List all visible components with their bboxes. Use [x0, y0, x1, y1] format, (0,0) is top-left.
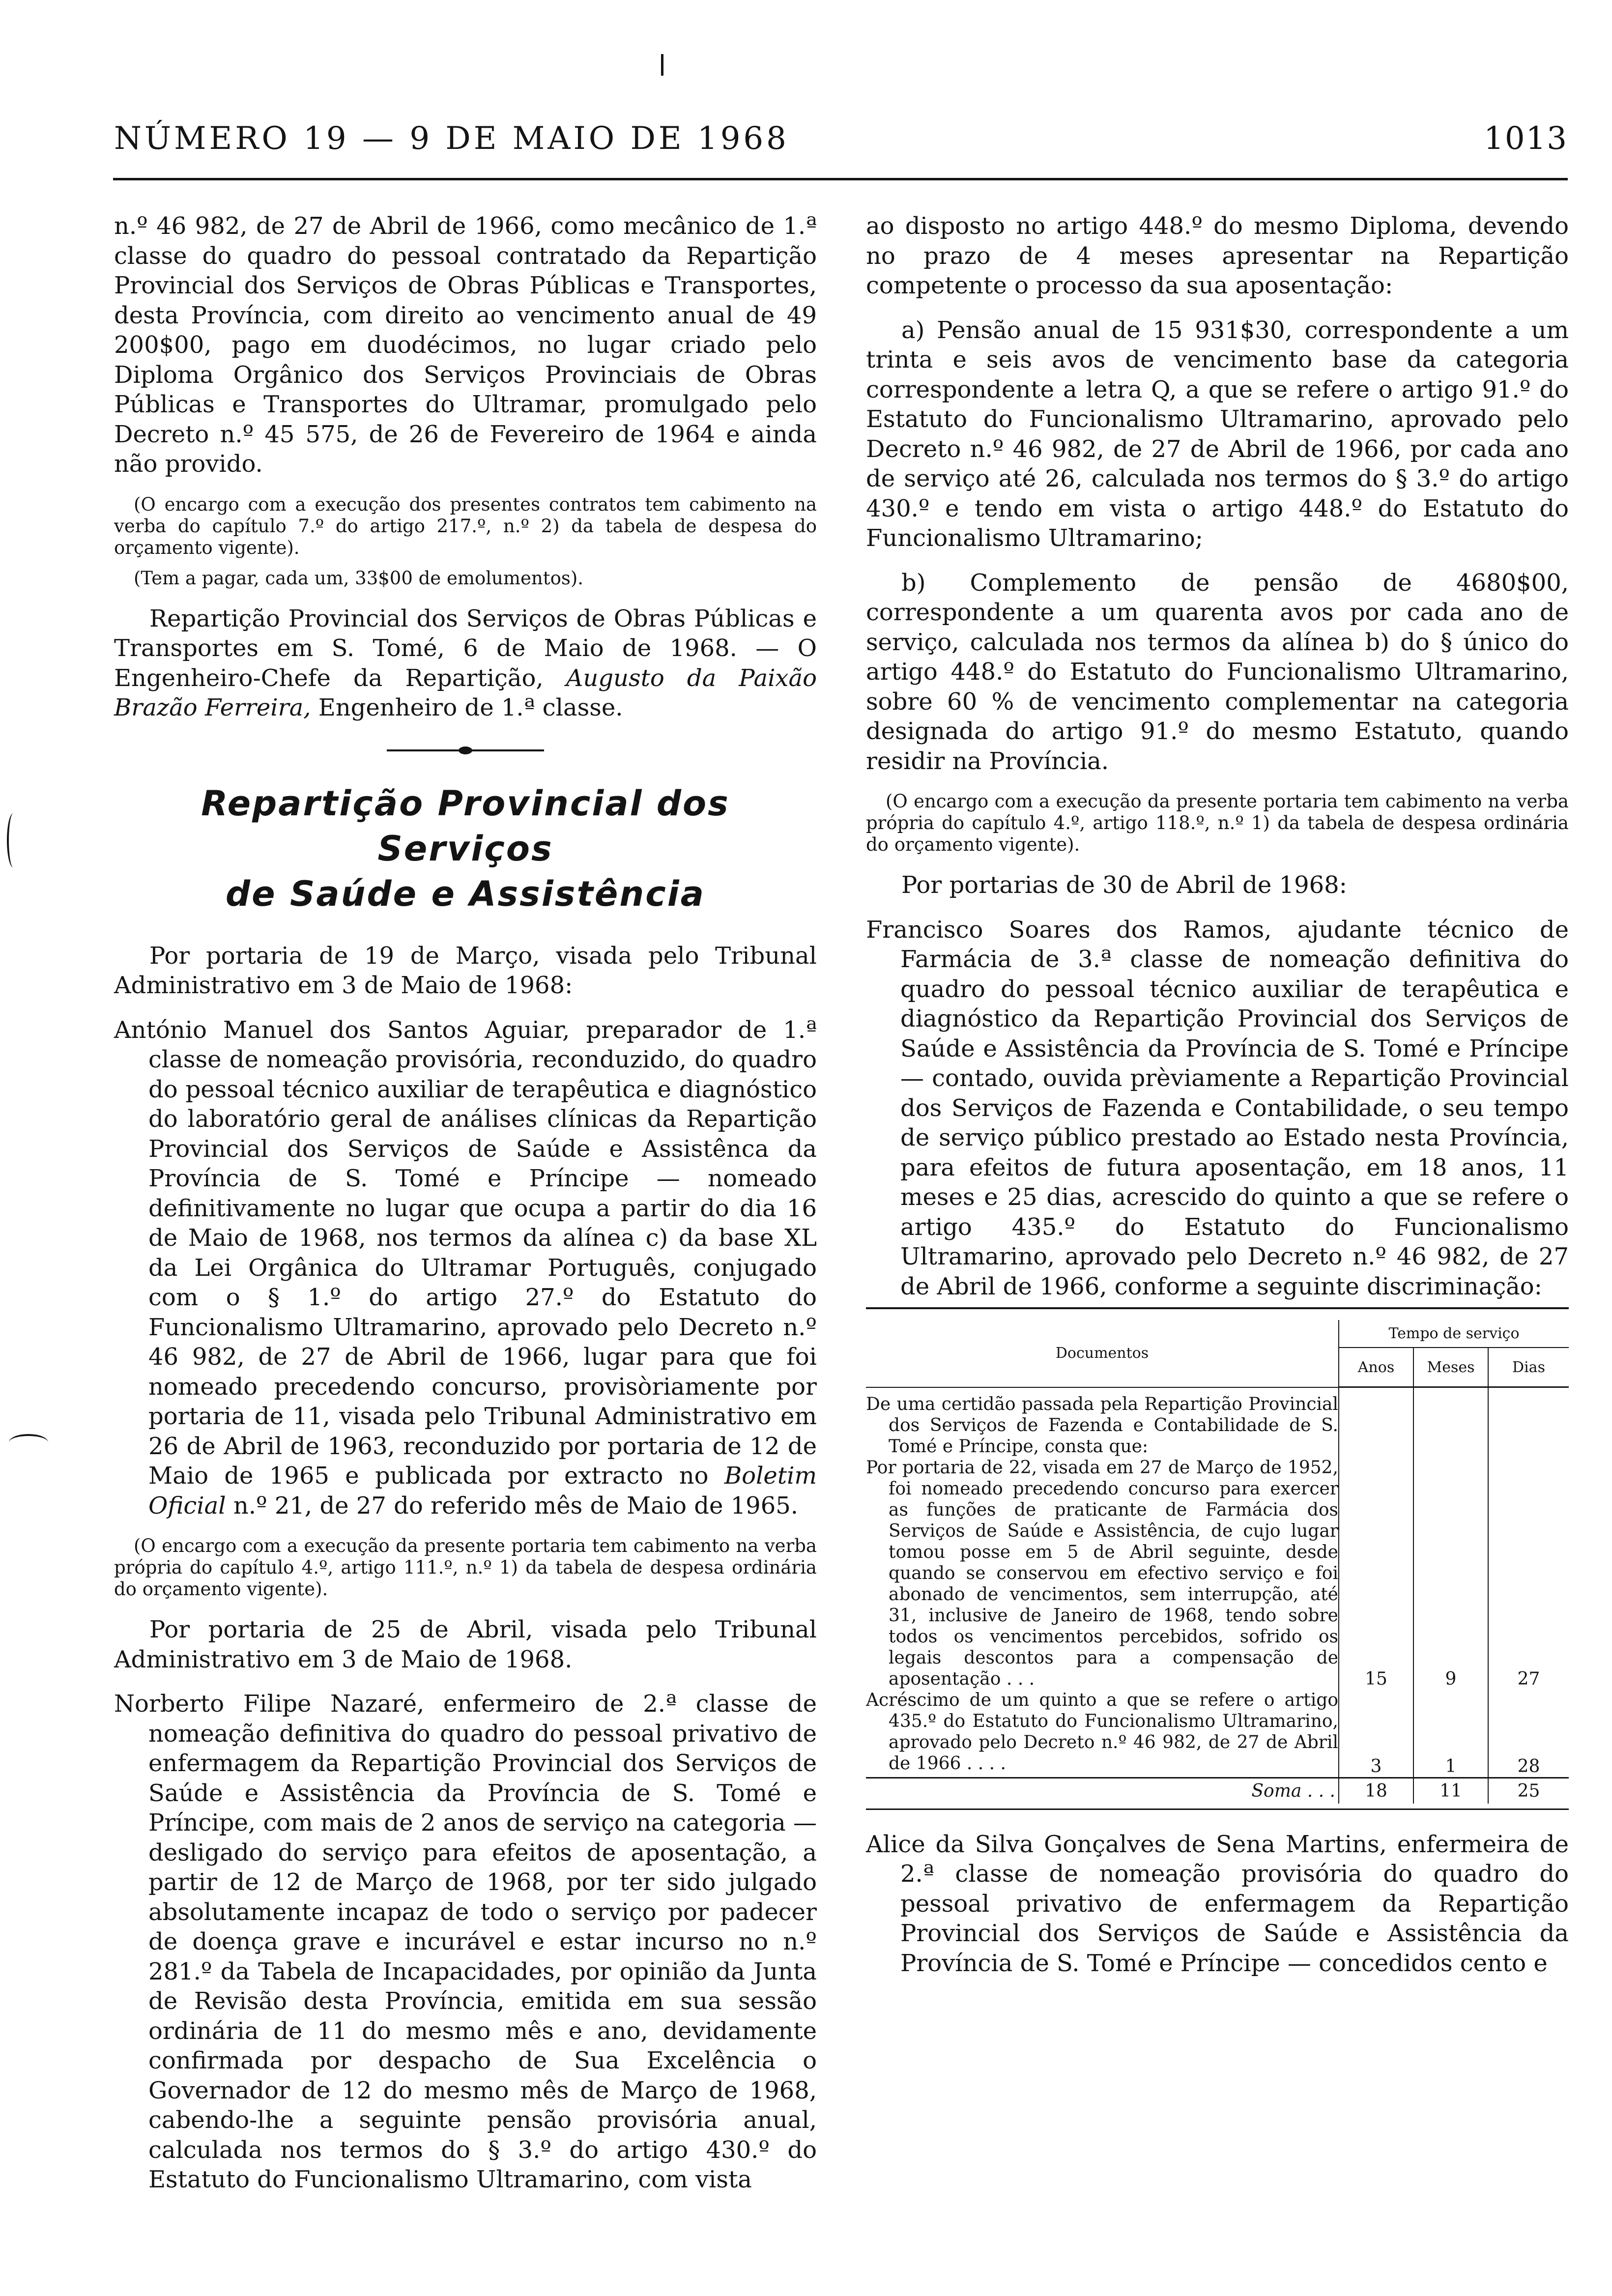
boletim-oficial-ref: Boletim Oficial	[148, 1462, 817, 1520]
signature-text: Repartição Provincial dos Serviços de Obras Públicas e Transportes em S. Tomé, 6 de Maio de 1968. — O Engenheiro-Chefe da Repartição,	[114, 604, 817, 692]
portaria-19-marco: Por portaria de 19 de Março, visada pelo Tribunal Administrativo em 3 de Maio de 1968:	[114, 942, 817, 999]
pension-item-b: b) Complemento de pensão de 4680$00, correspondente a um quarenta avos por cada ano de serviço, calculada nos termos da alínea b) do § único do artigo 448.º do Estatuto do Funcionalismo Ultramarino, sobre 60 % de vencimento complementar na categoria designada do artigo 91.º do mesmo Estatuto, quando residir na Província.	[866, 569, 1569, 775]
row2-years: 15	[1339, 1457, 1413, 1690]
header-documents: Documentos	[866, 1320, 1339, 1387]
section-heading-line-1: Repartição Provincial dos Serviços	[201, 783, 730, 869]
pension-item-a: a) Pensão anual de 15 931$30, correspondente a um trinta e seis avos de vencimento base da categoria correspondente a letra Q, a que se refere o artigo 91.º do Estatuto do Funcionalismo Ultramarino, aprovado pelo Decreto n.º 46 982, de 27 de Abril de 1966, por cada ano de serviço até 26, calculada nos termos do § 3.º do artigo 430.º e tendo em vista o artigo 448.º do Estatuto do Funcionalismo Ultramarino;	[866, 316, 1569, 552]
sum-label: Soma . . .	[866, 1778, 1339, 1804]
row2-text: Por portaria de 22, visada em 27 de Março de 1952, foi nomeado precedendo concurso para exercer as funções de praticante de Farmácia dos Serviços de Saúde e Assistência, de cujo lugar tomou posse em 5 de Abril seguinte, desde quando se conservou em efectivo serviço e foi abonado de vencimentos, sem interrupção, até 31, inclusive de Janeiro de 1968, tendo sobre todos os vencimentos percebidos, sofrido os legais descontos para a compensação de aposentação . . .	[866, 1457, 1338, 1689]
header-rule	[113, 178, 1568, 180]
right-note-1: (O encargo com a execução da presente portaria tem cabimento na verba própria do capítulo 4.º, artigo 118.º, n.º 1) da tabela de despesa ordinária do orçamento vigente).	[866, 791, 1569, 855]
row3-days: 28	[1488, 1690, 1569, 1778]
row3-years: 3	[1339, 1690, 1413, 1778]
scan-mark-left-bottom	[9, 1434, 48, 1451]
entry-antonio-text: António Manuel dos Santos Aguiar, preparador de 1.ª classe de nomeação provisória, reconduzido, do quadro do pessoal técnico auxiliar de terapêutica e diagnóstico do laboratório geral de análises clínicas da Repartição Provincial dos Serviços de Saúde e Assistênca da Província de S. Tomé e Príncipe — nomeado definitivamente no lugar que ocupa a partir do dia 16 de Maio de 1968, nos termos da alínea c) da base XL da Lei Orgânica do Ultramar Português, conjugado com o § 1.º do artigo 27.º do Estatuto do Funcionalismo Ultramarino, aprovado pelo Decreto n.º 46 982, de 27 de Abril de 1966, lugar para que foi nomeado precedendo concurso, provisòriamente por portaria de 11, visada pelo Tribunal Administrativo em 26 de Abril de 1963, reconduzido por portaria de 12 de Maio de 1965 e publicada por extracto no	[114, 1016, 817, 1490]
page-number: 1013	[1484, 120, 1568, 157]
row3-months: 1	[1413, 1690, 1488, 1778]
entry-francisco-ramos: Francisco Soares dos Ramos, ajudante técnico de Farmácia de 3.ª classe de nomeação definitiva do quadro do pessoal técnico auxiliar de terapêutica e diagnóstico da Repartição Provincial dos Serviços de Saúde e Assistência da Província de S. Tomé e Príncipe — contado, ouvida prèviamente a Repartição Provincial dos Serviços de Fazenda e Contabilidade, o seu tempo de serviço público prestado ao Estado nesta Província, para efeitos de futura aposentação, em 18 anos, 11 meses e 25 dias, acrescido do quinto a que se refere o artigo 435.º do Estatuto do Funcionalismo Ultramarino, aprovado pelo Decreto n.º 46 982, de 27 de Abril de 1966, conforme a seguinte discriminação:	[866, 916, 1569, 1300]
left-note-3: (O encargo com a execução da presente portaria tem cabimento na verba própria do capítulo 4.º, artigo 111.º, n.º 1) da tabela de despesa ordinária do orçamento vigente).	[114, 1535, 817, 1600]
table-bottom-rule	[866, 1808, 1569, 1810]
portarias-30-abril: Por portarias de 30 de Abril de 1968:	[901, 871, 1347, 899]
row2-days: 27	[1488, 1457, 1569, 1690]
section-divider	[387, 749, 544, 751]
table-sum-row	[866, 1778, 1569, 1804]
table-row	[866, 1457, 1569, 1690]
table-header-row	[866, 1320, 1569, 1348]
entry-antonio-end: n.º 21, de 27 do referido mês de Maio de 1965.	[233, 1492, 799, 1520]
service-time-table	[866, 1320, 1569, 1804]
table-row	[866, 1690, 1569, 1778]
right-paragraph-1: ao disposto no artigo 448.º do mesmo Diploma, devendo no prazo de 4 meses apresentar na Repartição competente o processo da sua aposentação:	[866, 212, 1569, 299]
row2-months: 9	[1413, 1457, 1488, 1690]
entry-alice-martins: Alice da Silva Gonçalves de Sena Martins, enfermeira de 2.ª classe de nomeação provisória do quadro do pessoal privativo de enfermagem da Repartição Provincial dos Serviços de Saúde e Assistência da Província de S. Tomé e Príncipe — concedidos cento e	[866, 1830, 1569, 1977]
table-top-rule	[866, 1307, 1569, 1309]
section-heading-line-2: de Saúde e Assistência	[226, 873, 705, 914]
header-months: Meses	[1413, 1348, 1488, 1387]
row1-years	[1339, 1387, 1413, 1457]
right-column	[866, 211, 1569, 1978]
section-heading	[114, 781, 817, 917]
entry-norberto-nazare: Norberto Filipe Nazaré, enfermeiro de 2.ª classe de nomeação definitiva do quadro do pessoal privativo de enfermagem da Repartição Provincial dos Serviços de Saúde e Assistência da Província de S. Tomé e Príncipe, com mais de 2 anos de serviço na categoria — desligado do serviço para efeitos de aposentação, a partir de 12 de Março de 1968, por ter sido julgado absolutamente incapaz de todo o serviço por padecer de doença grave e incurável e estar incurso no n.º 281.º da Tabela de Incapacidades, por opinião da Junta de Revisão desta Província, emitida em sua sessão ordinária de 11 do mesmo mês e ano, devidamente confirmada por despacho de Sua Excelência o Governador de 12 do mesmo mês de Março de 1968, cabendo-lhe a seguinte pensão provisória anual, calculada nos termos do § 3.º do artigo 430.º do Estatuto do Funcionalismo Ultramarino, com vista	[114, 1690, 817, 2193]
sum-months: 11	[1413, 1778, 1488, 1804]
entry-antonio-aguiar	[114, 1015, 817, 1521]
row1-text: De uma certidão passada pela Repartição Provincial dos Serviços de Fazenda e Contabilidade de S. Tomé e Príncipe, consta que:	[866, 1394, 1338, 1457]
signature-name: Augusto da Paixão Brazão Ferreira,	[114, 664, 817, 721]
row3-text: Acréscimo de um quinto a que se refere o artigo 435.º do Estatuto do Funcionalismo Ultramarino, aprovado pelo Decreto n.º 46 982, de 27 de Abril de 1966 . . . .	[866, 1690, 1338, 1774]
row1-days	[1488, 1387, 1569, 1457]
left-note-1: (O encargo com a execução dos presentes contratos tem cabimento na verba do capítulo 7.º do artigo 217.º, n.º 2) da tabela de despesa do orçamento vigente).	[114, 493, 817, 558]
scan-mark-left-top	[7, 813, 20, 867]
left-column	[114, 211, 817, 2195]
sum-days: 25	[1488, 1778, 1569, 1804]
header-time-of-service: Tempo de serviço	[1339, 1320, 1569, 1348]
portaria-25-abril: Por portaria de 25 de Abril, visada pelo Tribunal Administrativo em 3 de Maio de 1968.	[114, 1616, 817, 1673]
page-header-title: NÚMERO 19 — 9 DE MAIO DE 1968	[114, 120, 789, 157]
header-years: Anos	[1339, 1348, 1413, 1387]
table-row	[866, 1387, 1569, 1457]
left-paragraph-1: n.º 46 982, de 27 de Abril de 1966, como mecânico de 1.ª classe do quadro do pessoal contratado da Repartição Provincial dos Serviços de Obras Públicas e Transportes, desta Província, com direito ao vencimento anual de 49 200$00, pago em duodécimos, no lugar criado pelo Diploma Orgânico dos Serviços Provinciais de Obras Públicas e Transportes do Ultramar, promulgado pelo Decreto n.º 45 575, de 26 de Fevereiro de 1964 e ainda não provido.	[114, 212, 817, 478]
row1-months	[1413, 1387, 1488, 1457]
scan-mark-top	[661, 54, 663, 76]
header-days: Dias	[1488, 1348, 1569, 1387]
sum-years: 18	[1339, 1778, 1413, 1804]
left-note-2: (Tem a pagar, cada um, 33$00 de emolumentos).	[134, 567, 584, 589]
left-signature-paragraph	[114, 604, 817, 723]
signature-role: Engenheiro de 1.ª classe.	[318, 694, 623, 721]
